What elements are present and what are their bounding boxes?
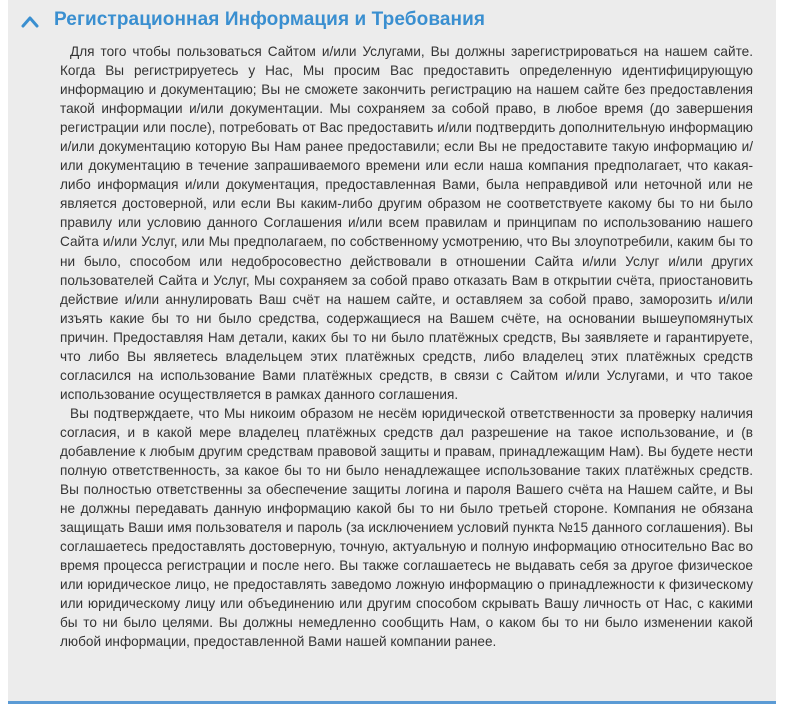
chevron-up-icon[interactable] [20,13,40,29]
section-body [60,42,753,652]
accordion-header[interactable] [8,0,776,44]
paragraph-registration: Для того чтобы пользоваться Сайтом и/или Услугами, Вы должны зарегистрироваться на нашем сайте. Когда Вы регистрируетесь у Нас, Мы просим Вас предоставить определенную идентифицирующую информацию и документацию; Вы не сможете закончить регистрацию на нашем сайте без предоставления такой информации и/или документации. Мы сохраняем за собой право, в любое время (до завершения регистрации или после), потребовать от Вас предоставить и/или подтвердить дополнительную информацию и/или документацию которую Вы Нам ранее предоставили; если Вы не предоставите такую информацию и/или документацию в течение запрашиваемого времени или если наша компания предполагает, что какая-либо информация и/или документация, предоставленная Вами, была неправдивой или неточной или не является достоверной, или если Вы каким-либо другим образом не соответствуете какому бы то ни было правилу или условию данного Соглашения и/или всем правилам и принципам по использованию нашего Сайта и/или Услуг, или Мы предполагаем, по собственному усмотрению, что Вы злоупотребили, каким бы то ни было, способом или недобросовестно действовали в отношении Сайта и/или Услуг и/или других пользователей Сайта и Услуг, Мы сохраняем за собой право отказать Вам в открытии счёта, приостановить действие и/или аннулировать Ваш счёт на нашем сайте, и оставляем за собой право, заморозить и/или изъять какие бы то ни было средства, содержащиеся на Вашем счёте, на основании вышеупомянутых причин. Предоставляя Нам детали, каких бы то ни было платёжных средств, Вы заявляете и гарантируете, что либо Вы являетесь владельцем этих платёжных средств, либо владелец этих платёжных средств согласился на использование Вами платёжных средств, в связи с Сайтом и/или Услугами, и что такое использование осуществляется в рамках данного соглашения. [60,44,753,402]
panel-bottom-border [8,701,776,704]
section-title: Регистрационная Информация и Требования [54,9,486,30]
accordion-panel [8,0,776,704]
paragraph-responsibility: Вы подтверждаете, что Мы никоим образом не несём юридической ответственности за проверку наличия согласия, и в какой мере владелец платёжных средств дал разрешение на такое использование, и (в добавление к любым другим средствам правовой защиты и правам, принадлежащим Нам). Вы будете нести полную ответственность, за какое бы то ни было ненадлежащее использование таких платёжных средств. Вы полностью ответственны за обеспечение защиты логина и пароля Вашего счёта на Нашем сайте, и Вы не должны передавать данную информацию какой бы то ни было третьей стороне. Компания не обязана защищать Ваши имя пользователя и пароль (за исключением условий пункта №15 данного соглашения). Вы соглашаетесь предоставлять достоверную, точную, актуальную и полную информацию относительно Вас во время процесса регистрации и после него. Вы также соглашаетесь не выдавать себя за другое физическое или юридическое лицо, не предоставлять заведомо ложную информацию о принадлежности к физическому или юридическому лицу или объединению или другим способом скрывать Вашу личность от Нас, с какими бы то ни было целями. Вы должны немедленно сообщить Нам, о каком бы то ни было изменении какой любой информации, предоставленной Вами нашей компании ранее. [60,405,753,650]
